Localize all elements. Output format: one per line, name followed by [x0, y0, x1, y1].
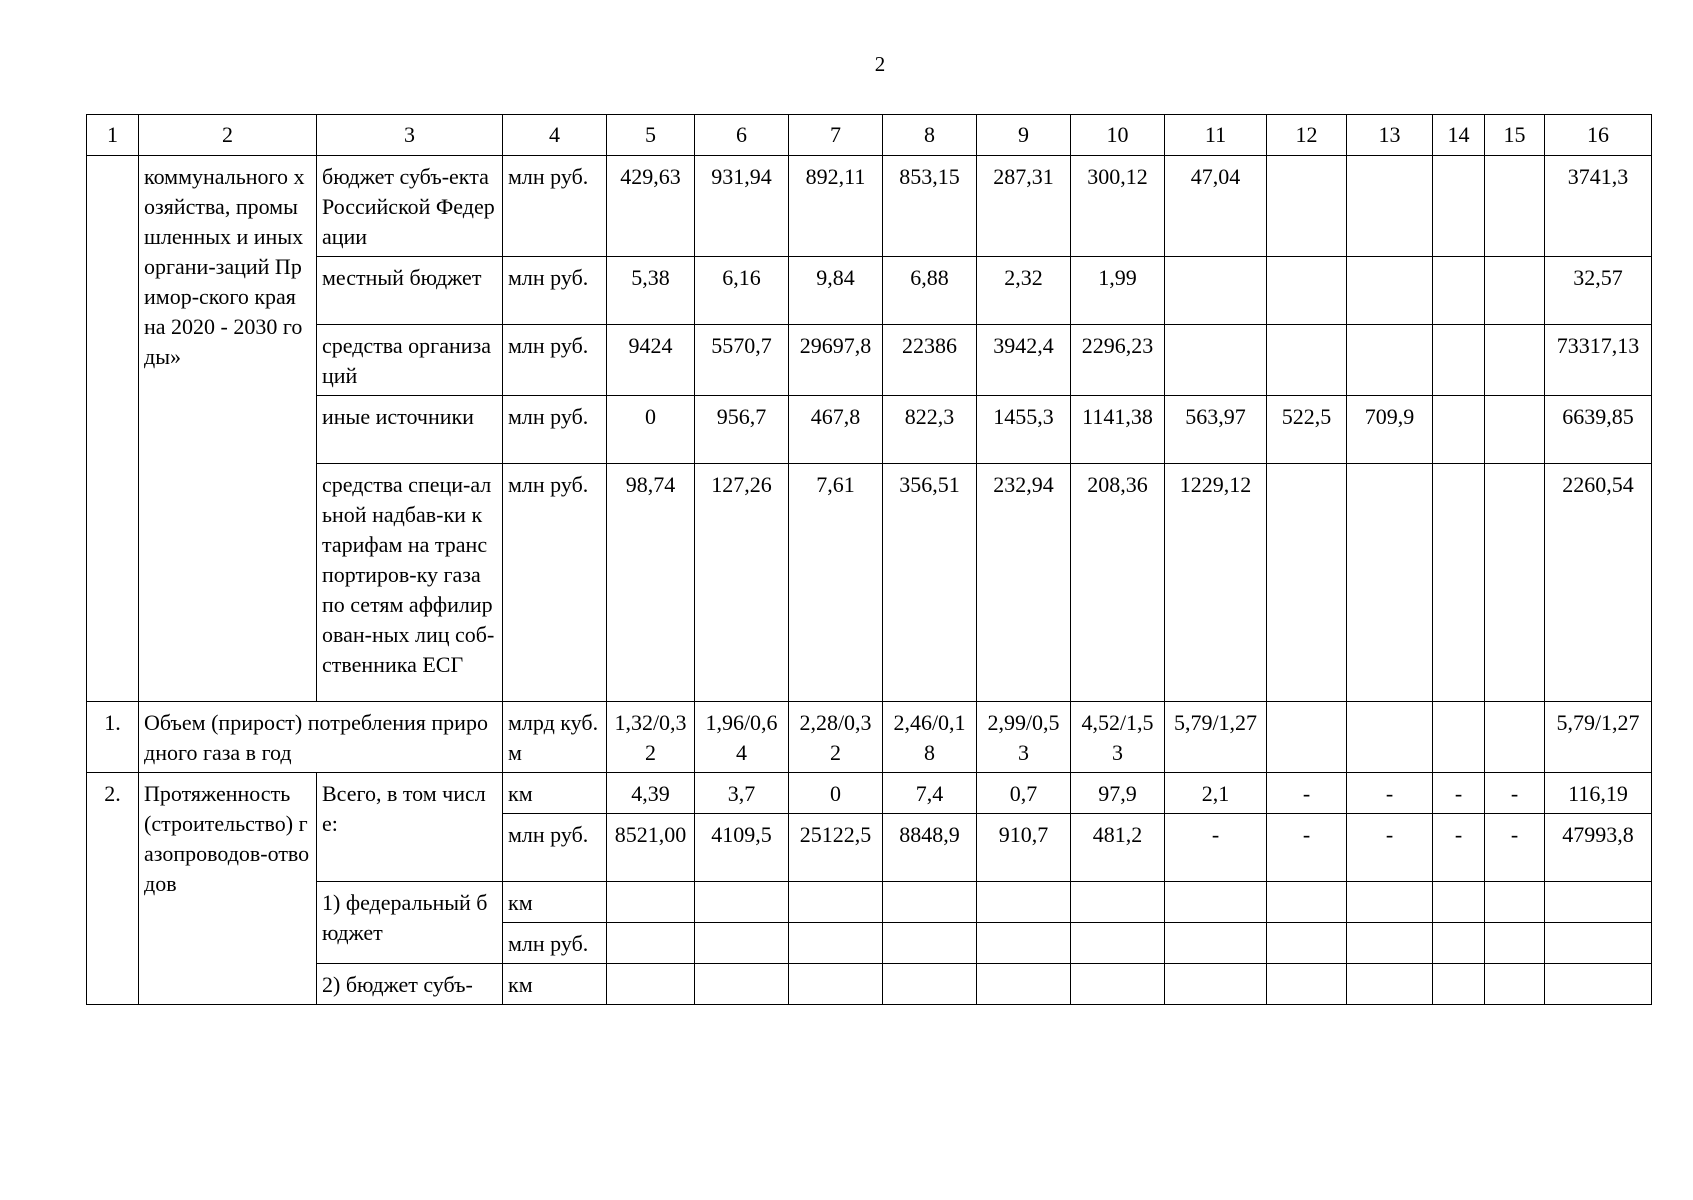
value-cell — [1485, 882, 1545, 923]
value-cell: 0 — [789, 773, 883, 814]
value-cell: 4,39 — [607, 773, 695, 814]
value-cell — [1267, 464, 1347, 702]
value-cell — [1267, 702, 1347, 773]
value-cell — [1267, 156, 1347, 257]
value-cell: 2,1 — [1165, 773, 1267, 814]
total-cell: 73317,13 — [1545, 325, 1652, 396]
value-cell: - — [1347, 814, 1433, 882]
value-cell: 2,46/0,18 — [883, 702, 977, 773]
indicator-name-cell: Объем (прирост) потребления природного газа в год — [139, 702, 503, 773]
unit-cell: млн руб. — [503, 923, 607, 964]
value-cell — [1347, 464, 1433, 702]
value-cell — [1347, 257, 1433, 325]
value-cell: 7,4 — [883, 773, 977, 814]
value-cell — [1165, 964, 1267, 1005]
value-cell — [1267, 923, 1347, 964]
table-row — [87, 964, 1652, 1005]
funding-source-cell: 1) федеральный бюджет — [317, 882, 503, 964]
value-cell: 5,38 — [607, 257, 695, 325]
column-header: 7 — [789, 115, 883, 156]
value-cell — [607, 882, 695, 923]
table-row — [87, 156, 1652, 257]
column-header: 9 — [977, 115, 1071, 156]
column-header: 11 — [1165, 115, 1267, 156]
value-cell: - — [1485, 773, 1545, 814]
value-cell — [1485, 156, 1545, 257]
value-cell — [789, 923, 883, 964]
total-cell — [1545, 964, 1652, 1005]
value-cell — [977, 923, 1071, 964]
value-cell: 2296,23 — [1071, 325, 1165, 396]
row-number-cell: 1. — [87, 702, 139, 773]
column-header: 12 — [1267, 115, 1347, 156]
value-cell — [883, 964, 977, 1005]
value-cell: - — [1347, 773, 1433, 814]
value-cell — [1485, 464, 1545, 702]
total-cell — [1545, 882, 1652, 923]
value-cell: 956,7 — [695, 396, 789, 464]
value-cell: 2,28/0,32 — [789, 702, 883, 773]
funding-source-cell: Всего, в том числе: — [317, 773, 503, 882]
value-cell — [789, 882, 883, 923]
value-cell — [1071, 964, 1165, 1005]
value-cell: 822,3 — [883, 396, 977, 464]
unit-cell: млн руб. — [503, 325, 607, 396]
value-cell: 6,16 — [695, 257, 789, 325]
header-row — [87, 115, 1652, 156]
unit-cell: млн руб. — [503, 464, 607, 702]
financing-table — [86, 114, 1652, 1005]
value-cell: 1,32/0,32 — [607, 702, 695, 773]
page-number: 2 — [874, 52, 886, 76]
value-cell: 7,61 — [789, 464, 883, 702]
value-cell: 6,88 — [883, 257, 977, 325]
table-row — [87, 702, 1652, 773]
value-cell: 287,31 — [977, 156, 1071, 257]
value-cell — [1433, 464, 1485, 702]
value-cell — [883, 882, 977, 923]
value-cell: 208,36 — [1071, 464, 1165, 702]
column-header: 5 — [607, 115, 695, 156]
value-cell — [1347, 923, 1433, 964]
value-cell — [1433, 396, 1485, 464]
value-cell — [1433, 882, 1485, 923]
value-cell — [1485, 396, 1545, 464]
value-cell — [1267, 325, 1347, 396]
value-cell: 8521,00 — [607, 814, 695, 882]
unit-cell: млн руб. — [503, 396, 607, 464]
value-cell: 127,26 — [695, 464, 789, 702]
value-cell — [607, 923, 695, 964]
value-cell — [1347, 964, 1433, 1005]
value-cell — [789, 964, 883, 1005]
value-cell — [883, 923, 977, 964]
column-header: 6 — [695, 115, 789, 156]
column-header: 16 — [1545, 115, 1652, 156]
column-header: 4 — [503, 115, 607, 156]
value-cell — [695, 923, 789, 964]
value-cell — [1165, 882, 1267, 923]
value-cell: 1455,3 — [977, 396, 1071, 464]
value-cell — [695, 882, 789, 923]
value-cell: 467,8 — [789, 396, 883, 464]
value-cell: 429,63 — [607, 156, 695, 257]
value-cell: 300,12 — [1071, 156, 1165, 257]
value-cell — [1433, 923, 1485, 964]
value-cell: 481,2 — [1071, 814, 1165, 882]
value-cell — [1347, 156, 1433, 257]
funding-source-cell: иные источники — [317, 396, 503, 464]
value-cell: 1,96/0,64 — [695, 702, 789, 773]
value-cell — [1071, 923, 1165, 964]
funding-source-cell: средства специ-альной надбав-ки к тарифам на транспортиров-ку газа по сетям аффилирован-ных лиц соб-ственника ЕСГ — [317, 464, 503, 702]
value-cell — [607, 964, 695, 1005]
value-cell: 3942,4 — [977, 325, 1071, 396]
value-cell: 563,97 — [1165, 396, 1267, 464]
value-cell: 931,94 — [695, 156, 789, 257]
value-cell: 4109,5 — [695, 814, 789, 882]
value-cell: 0,7 — [977, 773, 1071, 814]
value-cell: 232,94 — [977, 464, 1071, 702]
table-row — [87, 464, 1652, 702]
value-cell — [1165, 923, 1267, 964]
value-cell: 356,51 — [883, 464, 977, 702]
value-cell: 853,15 — [883, 156, 977, 257]
unit-cell: млн руб. — [503, 156, 607, 257]
value-cell — [1485, 325, 1545, 396]
funding-source-cell: 2) бюджет субъ- — [317, 964, 503, 1005]
unit-cell: млрд куб. м — [503, 702, 607, 773]
value-cell: 1229,12 — [1165, 464, 1267, 702]
funding-source-cell: местный бюджет — [317, 257, 503, 325]
value-cell: - — [1433, 773, 1485, 814]
value-cell: 1141,38 — [1071, 396, 1165, 464]
value-cell: - — [1485, 814, 1545, 882]
value-cell: 910,7 — [977, 814, 1071, 882]
table-row — [87, 325, 1652, 396]
table-row — [87, 396, 1652, 464]
value-cell — [1433, 325, 1485, 396]
value-cell: 522,5 — [1267, 396, 1347, 464]
value-cell: - — [1433, 814, 1485, 882]
program-name-cell: коммунального хозяйства, промышленных и иных органи-заций Примор-ского края на 2020 - 2030 годы» — [139, 156, 317, 702]
column-header: 2 — [139, 115, 317, 156]
table-row — [87, 882, 1652, 923]
column-header: 13 — [1347, 115, 1433, 156]
value-cell: 0 — [607, 396, 695, 464]
row-number-cell — [87, 156, 139, 702]
value-cell — [1433, 964, 1485, 1005]
indicator-name-cell: Протяженность (строительство) газопроводов-отводов — [139, 773, 317, 1005]
value-cell: 3,7 — [695, 773, 789, 814]
total-cell: 6639,85 — [1545, 396, 1652, 464]
value-cell: - — [1267, 814, 1347, 882]
funding-source-cell: средства организаций — [317, 325, 503, 396]
value-cell — [1433, 257, 1485, 325]
funding-source-cell: бюджет субъ-екта Российской Федерации — [317, 156, 503, 257]
column-header: 3 — [317, 115, 503, 156]
total-cell: 116,19 — [1545, 773, 1652, 814]
value-cell — [1347, 325, 1433, 396]
total-cell — [1545, 923, 1652, 964]
value-cell — [1485, 257, 1545, 325]
value-cell: - — [1165, 814, 1267, 882]
value-cell — [977, 964, 1071, 1005]
value-cell: 5570,7 — [695, 325, 789, 396]
unit-cell: млн руб. — [503, 814, 607, 882]
total-cell: 32,57 — [1545, 257, 1652, 325]
value-cell — [1267, 257, 1347, 325]
value-cell — [1347, 702, 1433, 773]
table-row — [87, 773, 1652, 814]
value-cell: 29697,8 — [789, 325, 883, 396]
value-cell: 22386 — [883, 325, 977, 396]
total-cell: 3741,3 — [1545, 156, 1652, 257]
value-cell: 4,52/1,53 — [1071, 702, 1165, 773]
unit-cell: км — [503, 773, 607, 814]
unit-cell: млн руб. — [503, 257, 607, 325]
column-header: 15 — [1485, 115, 1545, 156]
value-cell — [1433, 702, 1485, 773]
value-cell: 1,99 — [1071, 257, 1165, 325]
value-cell — [1165, 257, 1267, 325]
total-cell: 47993,8 — [1545, 814, 1652, 882]
value-cell — [1433, 156, 1485, 257]
value-cell — [1485, 964, 1545, 1005]
unit-cell: км — [503, 964, 607, 1005]
table-row — [87, 257, 1652, 325]
value-cell — [1267, 964, 1347, 1005]
value-cell: 97,9 — [1071, 773, 1165, 814]
value-cell: - — [1267, 773, 1347, 814]
column-header: 8 — [883, 115, 977, 156]
value-cell — [1267, 882, 1347, 923]
value-cell — [977, 882, 1071, 923]
value-cell: 98,74 — [607, 464, 695, 702]
column-header: 14 — [1433, 115, 1485, 156]
value-cell: 25122,5 — [789, 814, 883, 882]
unit-cell: км — [503, 882, 607, 923]
value-cell — [1165, 325, 1267, 396]
row-number-cell: 2. — [87, 773, 139, 1005]
value-cell — [695, 964, 789, 1005]
value-cell: 892,11 — [789, 156, 883, 257]
value-cell: 47,04 — [1165, 156, 1267, 257]
column-header: 10 — [1071, 115, 1165, 156]
value-cell — [1485, 923, 1545, 964]
value-cell: 709,9 — [1347, 396, 1433, 464]
value-cell: 9424 — [607, 325, 695, 396]
total-cell: 5,79/1,27 — [1545, 702, 1652, 773]
total-cell: 2260,54 — [1545, 464, 1652, 702]
value-cell — [1071, 882, 1165, 923]
value-cell: 2,32 — [977, 257, 1071, 325]
value-cell: 5,79/1,27 — [1165, 702, 1267, 773]
value-cell — [1347, 882, 1433, 923]
value-cell: 2,99/0,53 — [977, 702, 1071, 773]
value-cell: 8848,9 — [883, 814, 977, 882]
column-header: 1 — [87, 115, 139, 156]
value-cell: 9,84 — [789, 257, 883, 325]
value-cell — [1485, 702, 1545, 773]
